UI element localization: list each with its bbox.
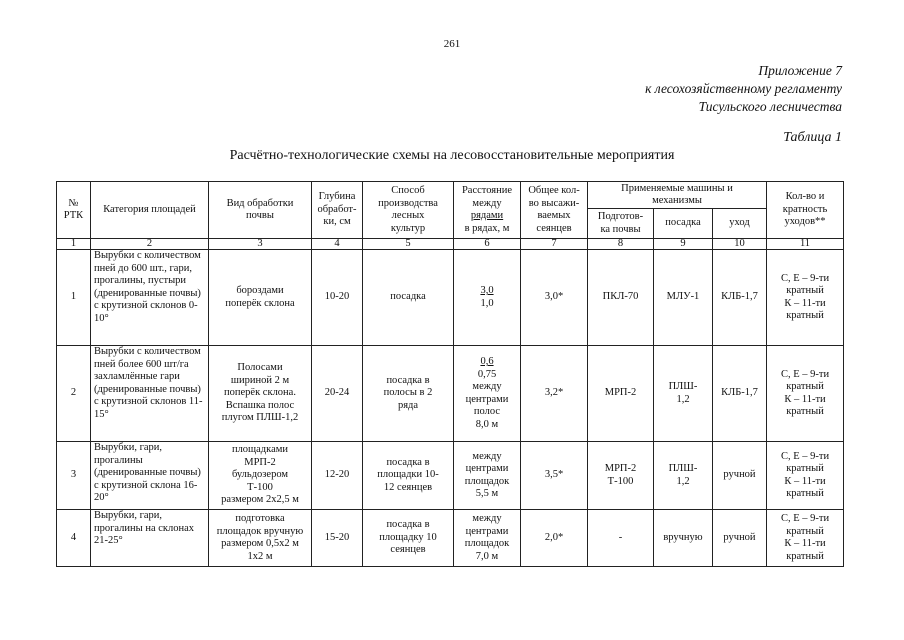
cell-text: ряда <box>397 399 419 411</box>
appendix-line: Приложение 7 <box>758 63 842 78</box>
table-row <box>57 346 844 442</box>
cell-care-count <box>767 346 844 442</box>
cell-text: площадок <box>464 538 510 549</box>
header-text: Глубина <box>318 191 356 203</box>
cell-category: Вырубки, гари, прогалины (дренированные почвы) с крутизной склона 16-20° <box>91 442 209 510</box>
cell-depth: 10-20 <box>312 250 363 346</box>
header-total <box>521 182 588 239</box>
cell-num: 3 <box>57 442 91 510</box>
header-row <box>57 182 844 209</box>
header-text: № <box>68 197 79 209</box>
column-number: 1 <box>57 239 91 250</box>
cell-total: 3,5* <box>521 442 588 510</box>
cell-text: 0,6 <box>480 356 494 367</box>
cell-text: площадку 10 <box>379 531 437 543</box>
table-row <box>57 442 844 510</box>
cell-text: 1,2 <box>676 475 690 487</box>
cell-total: 3,2* <box>521 346 588 442</box>
header-text: во высажи- <box>528 197 580 209</box>
header-treatment <box>209 182 312 239</box>
cell-text: площадок <box>464 475 510 487</box>
header-method <box>363 182 454 239</box>
header-machines <box>588 182 767 209</box>
cell-text: сеянцев <box>390 544 426 556</box>
column-number: 6 <box>454 239 521 250</box>
header-text: между <box>472 197 502 209</box>
header-text: Применяемые машины и <box>621 182 733 194</box>
cell-text: посадка в <box>386 456 430 468</box>
cell-text: ПЛШ- <box>668 381 698 392</box>
column-number: 3 <box>209 239 312 250</box>
cell-text: С, Е – 9-ти <box>780 368 830 380</box>
cell-depth: 12-20 <box>312 442 363 510</box>
cell-treatment <box>209 510 312 567</box>
header-text: Способ <box>391 185 425 196</box>
cell-category: Вырубки с количеством пней до 600 шт., гари, прогалины, пустыри (дренированные почвы) с крутизной склонов 0-10° <box>91 250 209 346</box>
header-text: уходов** <box>784 216 826 228</box>
cell-depth: 15-20 <box>312 510 363 567</box>
cell-text: кратный <box>786 285 824 296</box>
header-care: уход <box>713 209 767 239</box>
cell-care: КЛБ-1,7 <box>713 250 767 346</box>
cell-text: 3,0 <box>480 285 494 296</box>
cell-text: размером 2х2,5 м <box>221 494 299 506</box>
cell-category: Вырубки, гари, прогалины на склонах 21-25° <box>91 510 209 567</box>
cell-care: ручной <box>713 510 767 567</box>
cell-num: 4 <box>57 510 91 567</box>
cell-text: МРП-2 <box>604 463 637 474</box>
cell-prep: - <box>588 510 654 567</box>
cell-care-count <box>767 510 844 567</box>
cell-text: 12 сеянцев <box>383 481 433 493</box>
cell-text: поперёк склона. <box>224 387 296 399</box>
cell-planting <box>654 346 713 442</box>
cell-method <box>363 346 454 442</box>
cell-distance <box>454 510 521 567</box>
cell-planting: МЛУ-1 <box>654 250 713 346</box>
document-title: Расчётно-технологические схемы на лесовосстановительные мероприятия <box>229 148 675 163</box>
cell-planting: вручную <box>654 510 713 567</box>
cell-num: 1 <box>57 250 91 346</box>
cell-depth: 20-24 <box>312 346 363 442</box>
cell-text: кратный <box>786 463 824 474</box>
cell-text: кратный <box>786 406 824 417</box>
table-label: Таблица 1 <box>783 130 842 145</box>
cell-text: К – 11-ти <box>784 393 826 405</box>
header-distance <box>454 182 521 239</box>
header-text: культур <box>390 222 426 234</box>
cell-text: Вспашка полос <box>225 399 295 411</box>
header-text: рядами <box>470 210 504 221</box>
cell-text: кратный <box>786 488 824 499</box>
cell-prep: МРП-2 <box>588 346 654 442</box>
cell-text: С, Е – 9-ти <box>780 450 830 462</box>
cell-text: 8,0 м <box>475 418 499 430</box>
cell-text: между <box>472 381 502 392</box>
cell-text: размером 0,5х2 м <box>221 538 299 549</box>
header-text: лесных <box>391 210 425 221</box>
cell-distance <box>454 442 521 510</box>
header-text: Расстояние <box>461 185 513 196</box>
cell-text: Т-100 <box>247 481 273 493</box>
column-number: 11 <box>767 239 844 250</box>
header-text: сеянцев <box>536 222 572 234</box>
cell-text: кратный <box>786 310 824 321</box>
header-text: в рядах, м <box>464 222 510 234</box>
header-planting: посадка <box>654 209 713 239</box>
cell-text: кратный <box>786 381 824 392</box>
cell-treatment <box>209 442 312 510</box>
page-number: 261 <box>443 38 461 50</box>
column-number: 5 <box>363 239 454 250</box>
cell-text: посадка в <box>386 519 430 531</box>
header-text: кратность <box>782 203 828 215</box>
header-text: Общее кол- <box>528 185 580 196</box>
cell-text: 1х2 м <box>247 550 273 562</box>
column-number: 4 <box>312 239 363 250</box>
column-number-row <box>57 239 844 250</box>
cell-care: КЛБ-1,7 <box>713 346 767 442</box>
cell-text: 1,0 <box>480 297 494 309</box>
table-row <box>57 510 844 567</box>
cell-text: 7,0 м <box>475 550 499 562</box>
cell-text: центрами <box>465 393 509 405</box>
cell-text: К – 11-ти <box>784 475 826 487</box>
cell-text: С, Е – 9-ти <box>780 272 830 284</box>
column-number: 10 <box>713 239 767 250</box>
cell-text: Т-100 <box>607 475 634 487</box>
cell-text: полос <box>473 406 501 417</box>
appendix-line: Тисульского лесничества <box>698 99 842 114</box>
cell-text: поперёк склона <box>225 297 295 309</box>
cell-text: 0,75 <box>477 368 497 380</box>
header-care-count <box>767 182 844 239</box>
cell-prep <box>588 442 654 510</box>
cell-text: площадки 10- <box>377 469 439 481</box>
cell-text: между <box>472 513 502 524</box>
header-depth <box>312 182 363 239</box>
cell-care-count <box>767 442 844 510</box>
cell-num: 2 <box>57 346 91 442</box>
header-text: ка почвы <box>600 223 641 235</box>
cell-text: подготовка <box>235 513 285 524</box>
cell-category: Вырубки с количеством пней более 600 шт/га захламлённые гари (дренированные почвы) с крутизной склонов 11-15° <box>91 346 209 442</box>
appendix-line: к лесохозяйственному регламенту <box>645 81 842 96</box>
header-prep <box>588 209 654 239</box>
technology-schemes-table <box>56 181 844 567</box>
cell-text: С, Е – 9-ти <box>780 513 830 524</box>
cell-distance <box>454 346 521 442</box>
cell-text: кратный <box>786 550 824 562</box>
cell-method: посадка <box>363 250 454 346</box>
cell-prep: ПКЛ-70 <box>588 250 654 346</box>
header-text: обработ- <box>317 203 357 215</box>
cell-text: между <box>472 450 502 462</box>
header-text: Вид обработки <box>226 197 294 209</box>
column-number: 8 <box>588 239 654 250</box>
cell-text: К – 11-ти <box>784 297 826 309</box>
cell-planting <box>654 442 713 510</box>
cell-text: плугом ПЛШ-1,2 <box>221 412 299 424</box>
column-number: 2 <box>91 239 209 250</box>
header-text: ваемых <box>537 210 571 221</box>
cell-text: 1,2 <box>676 393 690 405</box>
column-number: 7 <box>521 239 588 250</box>
cell-text: посадка в <box>386 374 430 386</box>
header-category: Категория площадей <box>91 182 209 239</box>
header-text: почвы <box>246 210 274 221</box>
cell-care-count <box>767 250 844 346</box>
cell-text: 5,5 м <box>475 488 499 499</box>
cell-text: кратный <box>786 525 824 537</box>
header-text: Кол-во и <box>785 191 825 203</box>
cell-method <box>363 442 454 510</box>
header-text: Подготов- <box>597 211 644 222</box>
cell-text: площадками <box>231 444 289 456</box>
header-text: производства <box>378 197 438 209</box>
cell-distance <box>454 250 521 346</box>
cell-text: центрами <box>465 525 509 537</box>
appendix-caption <box>645 62 842 116</box>
cell-total: 2,0* <box>521 510 588 567</box>
table-row <box>57 250 844 346</box>
column-number: 9 <box>654 239 713 250</box>
cell-text: площадок вручную <box>216 525 304 537</box>
cell-text: бульдозером <box>231 469 289 481</box>
cell-treatment <box>209 346 312 442</box>
cell-text: шириной 2 м <box>230 374 290 386</box>
header-text: РТК <box>63 210 84 221</box>
cell-text: МРП-2 <box>244 456 276 468</box>
cell-text: Полосами <box>237 362 283 374</box>
cell-text: полосы в 2 <box>383 387 433 399</box>
cell-treatment <box>209 250 312 346</box>
cell-method <box>363 510 454 567</box>
cell-care: ручной <box>713 442 767 510</box>
cell-text: бороздами <box>236 285 284 296</box>
header-text: ки, см <box>323 216 351 228</box>
cell-text: ПЛШ- <box>668 463 698 474</box>
cell-text: центрами <box>465 463 509 474</box>
cell-text: К – 11-ти <box>784 538 826 549</box>
header-text: механизмы <box>652 195 702 206</box>
header-rtk <box>57 182 91 239</box>
cell-total: 3,0* <box>521 250 588 346</box>
